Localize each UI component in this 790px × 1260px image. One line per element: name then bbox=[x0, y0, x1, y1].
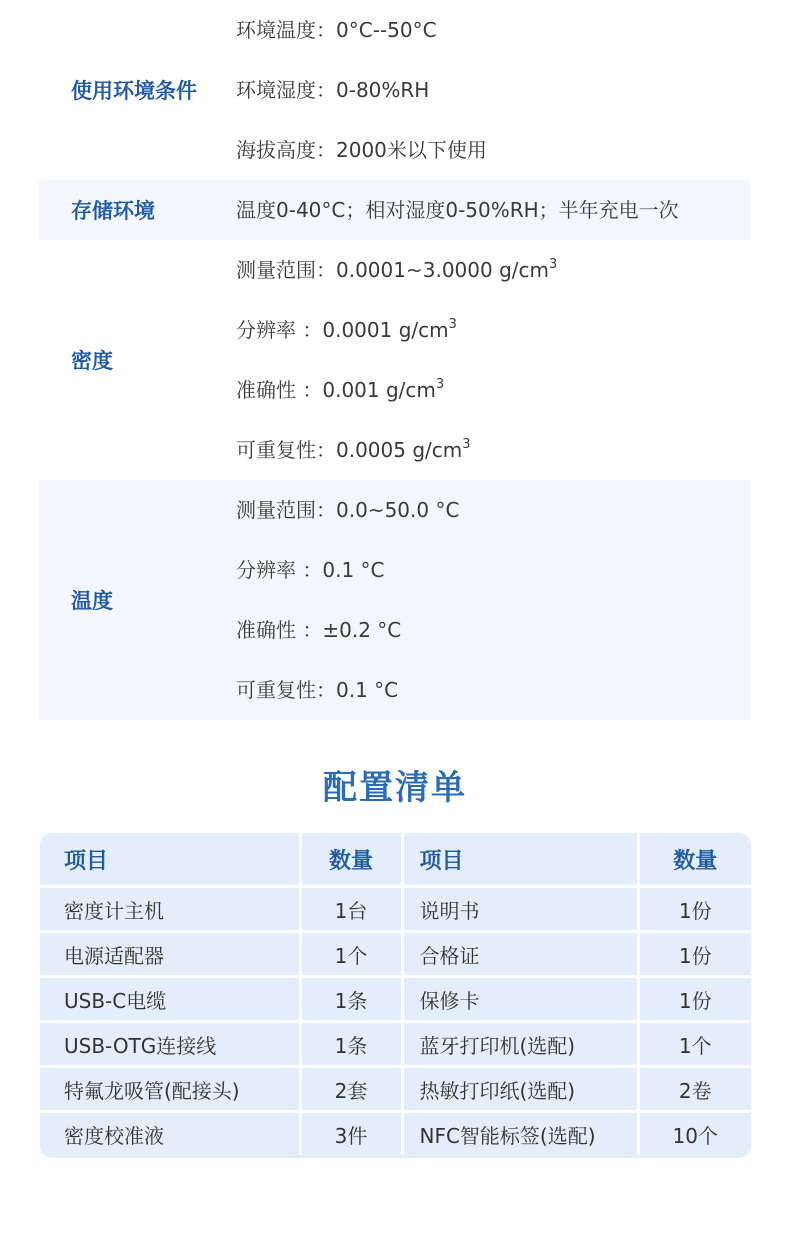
config-title: 配置清单 bbox=[323, 768, 467, 808]
column-header-item: 项目 bbox=[402, 833, 638, 887]
spec-value bbox=[236, 420, 790, 480]
item-cell: USB-OTG连接线 bbox=[40, 1022, 300, 1067]
qty-cell: 1份 bbox=[638, 887, 751, 932]
superscript: 3 bbox=[435, 377, 445, 392]
qty-cell: 2套 bbox=[300, 1067, 402, 1112]
spec-value: 准确性 ：±0.2 °C bbox=[236, 618, 402, 642]
spec-label: 密度 bbox=[71, 349, 113, 373]
spec-value-text: 准确性 ：0.001 g/cm bbox=[236, 378, 436, 402]
qty-cell: 10个 bbox=[672, 1123, 718, 1148]
column-header-qty: 数量 bbox=[300, 833, 402, 887]
superscript: 3 bbox=[549, 257, 558, 272]
table-row bbox=[40, 1022, 751, 1067]
item-cell: 密度计主机 bbox=[40, 887, 300, 932]
spec-value-text: 分辨率 ：0.0001 g/cm bbox=[236, 318, 449, 342]
qty-cell: 1台 bbox=[300, 887, 402, 932]
spec-value bbox=[236, 300, 790, 360]
spec-group-density bbox=[0, 240, 790, 480]
spec-value-text: 可重复性：0.0005 g/cm bbox=[236, 438, 463, 462]
column-header-qty: 数量 bbox=[638, 833, 751, 887]
qty-cell: 3件 bbox=[300, 1112, 402, 1156]
spec-value-text: 测量范围：0.0001~3.0000 g/cm bbox=[236, 258, 549, 282]
spec-value bbox=[236, 360, 790, 420]
qty-cell: 1份 bbox=[638, 932, 751, 977]
spec-label: 温度 bbox=[71, 589, 113, 613]
item-cell: 特氟龙吸管(配接头) bbox=[40, 1067, 300, 1112]
spec-value: 温度0-40°C；相对湿度0-50%RH；半年充电一次 bbox=[236, 198, 679, 222]
spec-group-storage bbox=[39, 180, 750, 240]
spec-value bbox=[236, 240, 790, 300]
spec-group-environment bbox=[0, 0, 790, 180]
table-row bbox=[40, 1067, 751, 1112]
spec-value: 测量范围：0.0~50.0 °C bbox=[236, 498, 460, 522]
superscript: 3 bbox=[448, 317, 457, 332]
spec-label: 使用环境条件 bbox=[71, 79, 197, 103]
item-cell: 说明书 bbox=[402, 887, 638, 932]
superscript: 3 bbox=[462, 437, 471, 452]
spec-value: 可重复性：0.1 °C bbox=[236, 678, 399, 702]
item-cell: 热敏打印纸(选配) bbox=[402, 1067, 638, 1112]
table-header-row bbox=[40, 833, 751, 887]
table-row bbox=[40, 977, 751, 1022]
spec-label: 存储环境 bbox=[71, 199, 155, 223]
spec-value: 环境湿度：0-80%RH bbox=[236, 78, 430, 102]
item-cell: 合格证 bbox=[402, 932, 638, 977]
qty-cell: 1份 bbox=[638, 977, 751, 1022]
spec-group-temperature bbox=[39, 480, 750, 720]
qty-cell: 1条 bbox=[300, 977, 402, 1022]
config-table bbox=[40, 833, 751, 1158]
table-row bbox=[40, 887, 751, 932]
item-cell: 蓝牙打印机(选配) bbox=[402, 1022, 638, 1067]
qty-cell: 2卷 bbox=[638, 1067, 751, 1112]
item-cell: 密度校准液 bbox=[40, 1112, 300, 1156]
table-row bbox=[40, 932, 751, 977]
spec-value: 环境温度：0°C--50°C bbox=[236, 18, 437, 42]
item-cell: 电源适配器 bbox=[40, 932, 300, 977]
table-row bbox=[40, 1112, 751, 1156]
spec-value: 分辨率 ：0.1 °C bbox=[236, 558, 385, 582]
qty-cell: 1个 bbox=[638, 1022, 751, 1067]
qty-cell: 1个 bbox=[300, 932, 402, 977]
item-cell: NFC智能标签(选配) bbox=[402, 1112, 638, 1156]
item-cell: 保修卡 bbox=[402, 977, 638, 1022]
item-cell: USB-C电缆 bbox=[40, 977, 300, 1022]
spec-value: 海拔高度：2000米以下使用 bbox=[236, 138, 487, 162]
column-header-item: 项目 bbox=[40, 833, 300, 887]
qty-cell: 1条 bbox=[300, 1022, 402, 1067]
